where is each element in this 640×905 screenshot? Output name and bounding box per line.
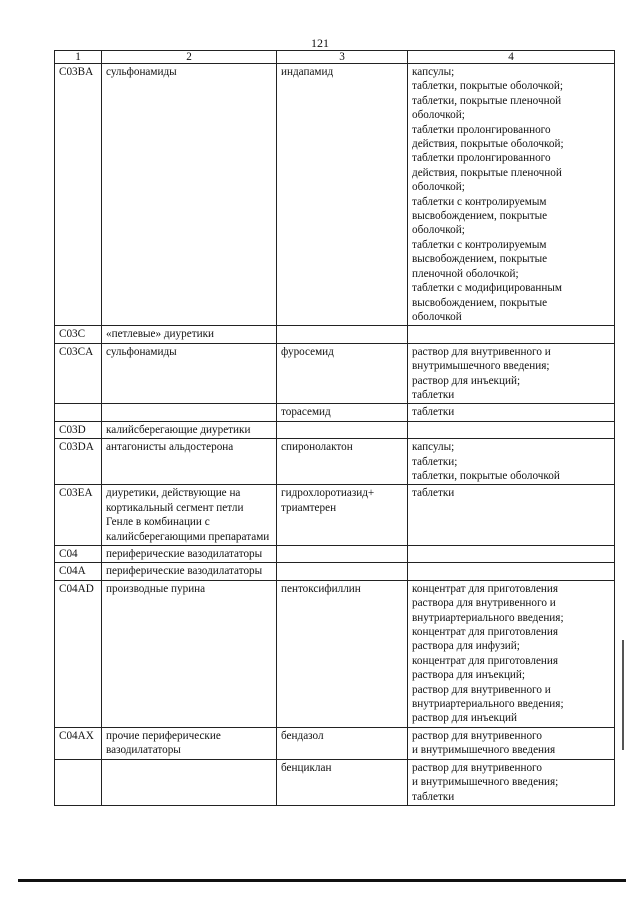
drug-name-cell — [277, 421, 408, 438]
dosage-form-line: и внутримышечного введения — [412, 744, 556, 757]
drug-name-cell — [277, 563, 408, 580]
column-header: 3 — [277, 51, 408, 64]
group-cell: диуретики, действующие на кортикальный сегмент петли Генле в комбинации с калийсберегающими препаратами — [102, 485, 277, 546]
dosage-form-line: таблетки с модифицированным — [412, 282, 562, 295]
atc-code-cell: C03DA — [55, 439, 102, 485]
column-header: 1 — [55, 51, 102, 64]
dosage-form-line: раствор для внутривенного и — [412, 683, 551, 696]
dosage-form-line: высвобождением, покрытые — [412, 253, 548, 266]
dosage-form-line: оболочкой; — [412, 109, 465, 122]
column-header: 4 — [408, 51, 615, 64]
atc-code-cell — [55, 404, 102, 421]
drug-name-cell — [277, 326, 408, 343]
dosage-forms-cell — [408, 546, 615, 563]
dosage-form-line: раствора для инфузий; — [412, 640, 520, 653]
dosage-forms-cell — [408, 580, 615, 727]
table-header-row — [55, 51, 615, 64]
group-cell: сульфонамиды — [102, 64, 277, 326]
dosage-form-line: раствор для внутривенного — [412, 761, 542, 774]
atc-code-cell: C04AX — [55, 727, 102, 759]
group-cell: периферические вазодилататоры — [102, 546, 277, 563]
dosage-form-line: раствора для инъекций; — [412, 669, 526, 682]
table-row — [55, 343, 615, 404]
atc-code-cell: C04 — [55, 546, 102, 563]
dosage-form-line: таблетки — [412, 790, 455, 803]
dosage-form-line: действия, покрытые пленочной — [412, 166, 562, 179]
dosage-form-line: концентрат для приготовления — [412, 626, 559, 639]
dosage-form-line: таблетки, покрытые оболочкой; — [412, 80, 563, 93]
dosage-form-line: высвобождением, покрытые — [412, 210, 548, 223]
atc-code-cell: C03D — [55, 421, 102, 438]
atc-code-cell: C03C — [55, 326, 102, 343]
dosage-form-line: раствор для внутривенного — [412, 729, 542, 742]
drug-name-cell: гидрохлоротиазид+ триамтерен — [277, 485, 408, 546]
drug-name-cell: индапамид — [277, 64, 408, 326]
dosage-form-line: таблетки — [412, 487, 455, 500]
drug-name-cell: фуросемид — [277, 343, 408, 404]
dosage-form-line: капсулы; — [412, 66, 455, 78]
drug-name-cell: спиронолактон — [277, 439, 408, 485]
table-row — [55, 64, 615, 326]
table-row — [55, 759, 615, 805]
dosage-form-line: внутриартериального введения; — [412, 611, 564, 624]
dosage-form-line: раствор для инъекций; — [412, 374, 521, 387]
dosage-form-line: таблетки с контролируемым — [412, 195, 547, 208]
drug-name-cell: бендазол — [277, 727, 408, 759]
bottom-rule — [18, 879, 626, 882]
dosage-form-line: внутримышечного введения; — [412, 360, 550, 373]
table-row — [55, 439, 615, 485]
dosage-form-line: таблетки с контролируемым — [412, 238, 547, 251]
margin-mark — [622, 640, 624, 750]
drug-name-cell: торасемид — [277, 404, 408, 421]
dosage-form-line: оболочкой — [412, 310, 462, 323]
dosage-form-line: раствор для внутривенного и — [412, 345, 551, 358]
dosage-form-line: таблетки — [412, 388, 455, 401]
group-cell: антагонисты альдостерона — [102, 439, 277, 485]
dosage-form-line: таблетки, покрытые пленочной — [412, 94, 562, 107]
dosage-form-line: пленочной оболочкой; — [412, 267, 519, 280]
dosage-form-line: оболочкой; — [412, 224, 465, 237]
dosage-forms-cell — [408, 404, 615, 421]
dosage-forms-cell — [408, 727, 615, 759]
dosage-form-line: действия, покрытые оболочкой; — [412, 138, 564, 151]
dosage-form-line: таблетки, покрытые оболочкой — [412, 469, 560, 482]
dosage-forms-cell — [408, 421, 615, 438]
group-cell: калийсберегающие диуретики — [102, 421, 277, 438]
dosage-form-line: таблетки; — [412, 455, 458, 468]
dosage-form-line: высвобождением, покрытые — [412, 296, 548, 309]
table-row — [55, 546, 615, 563]
group-cell: производные пурина — [102, 580, 277, 727]
dosage-form-line: оболочкой; — [412, 181, 465, 194]
dosage-forms-cell — [408, 563, 615, 580]
dosage-forms-cell — [408, 326, 615, 343]
dosage-form-line: раствора для внутривенного и — [412, 597, 556, 610]
dosage-forms-cell — [408, 439, 615, 485]
dosage-forms-cell — [408, 343, 615, 404]
table-row — [55, 404, 615, 421]
dosage-form-line: таблетки пролонгированного — [412, 123, 551, 136]
dosage-form-line: таблетки пролонгированного — [412, 152, 551, 165]
table-row — [55, 421, 615, 438]
table-row — [55, 485, 615, 546]
atc-code-cell: C04AD — [55, 580, 102, 727]
dosage-form-line: раствор для инъекций — [412, 712, 517, 725]
dosage-form-line: и внутримышечного введения; — [412, 776, 559, 789]
dosage-form-line: концентрат для приготовления — [412, 654, 559, 667]
dosage-form-line: концентрат для приготовления — [412, 582, 559, 595]
drug-name-cell — [277, 546, 408, 563]
group-cell — [102, 759, 277, 805]
dosage-form-line: таблетки — [412, 406, 455, 419]
dosage-form-line: капсулы; — [412, 441, 455, 454]
table-row — [55, 727, 615, 759]
atc-code-cell: C03CA — [55, 343, 102, 404]
group-cell: «петлевые» диуретики — [102, 326, 277, 343]
table-row — [55, 563, 615, 580]
drug-name-cell: бенциклан — [277, 759, 408, 805]
dosage-form-line: внутриартериального введения; — [412, 698, 564, 711]
atc-code-cell: C03BA — [55, 64, 102, 326]
group-cell: сульфонамиды — [102, 343, 277, 404]
table-row — [55, 580, 615, 727]
group-cell: периферические вазодилататоры — [102, 563, 277, 580]
atc-code-cell: C04A — [55, 563, 102, 580]
table-row — [55, 326, 615, 343]
group-cell — [102, 404, 277, 421]
dosage-forms-cell — [408, 759, 615, 805]
dosage-forms-cell — [408, 64, 615, 326]
group-cell: прочие периферические вазодилататоры — [102, 727, 277, 759]
atc-code-cell: C03EA — [55, 485, 102, 546]
dosage-forms-cell — [408, 485, 615, 546]
drug-table — [54, 50, 615, 806]
page-number: 121 — [311, 36, 329, 50]
drug-name-cell: пентоксифиллин — [277, 580, 408, 727]
column-header: 2 — [102, 51, 277, 64]
atc-code-cell — [55, 759, 102, 805]
